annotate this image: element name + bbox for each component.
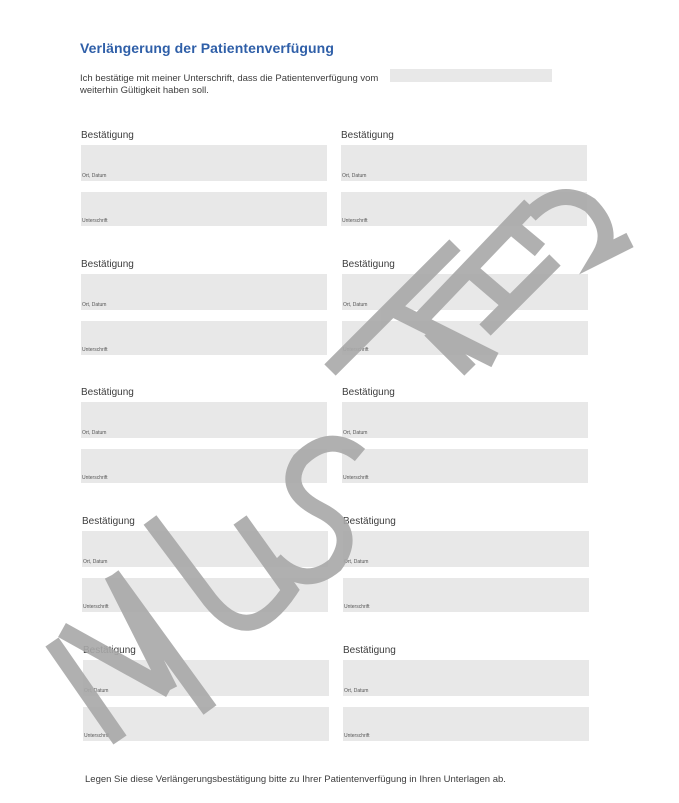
confirmation-label: Bestätigung xyxy=(342,387,395,398)
signature-field[interactable] xyxy=(341,192,587,226)
signature-field[interactable] xyxy=(81,449,327,483)
signature-label: Unterschrift xyxy=(344,733,370,739)
signature-label: Unterschrift xyxy=(344,604,370,610)
place-date-field[interactable] xyxy=(342,402,588,438)
confirmation-label: Bestätigung xyxy=(83,645,136,656)
signature-label: Unterschrift xyxy=(343,347,369,353)
place-date-field[interactable] xyxy=(82,531,328,567)
confirmation-label: Bestätigung xyxy=(343,645,396,656)
place-date-label: Ort, Datum xyxy=(344,688,369,694)
signature-field[interactable] xyxy=(82,578,328,612)
place-date-label: Ort, Datum xyxy=(342,173,367,179)
signature-field[interactable] xyxy=(81,192,327,226)
place-date-label: Ort, Datum xyxy=(344,559,369,565)
signature-field[interactable] xyxy=(83,707,329,741)
signature-label: Unterschrift xyxy=(342,218,368,224)
signature-label: Unterschrift xyxy=(82,475,108,481)
signature-label: Unterschrift xyxy=(82,347,108,353)
place-date-label: Ort, Datum xyxy=(82,430,107,436)
confirmation-label: Bestätigung xyxy=(343,516,396,527)
place-date-label: Ort, Datum xyxy=(83,559,108,565)
signature-field[interactable] xyxy=(81,321,327,355)
place-date-field[interactable] xyxy=(341,145,587,181)
intro-text: Ich bestätige mit meiner Unterschrift, dass die Patientenverfügung vom weiterhin Gültigkeit haben soll. xyxy=(80,73,379,96)
signature-field[interactable] xyxy=(342,449,588,483)
confirmation-label: Bestätigung xyxy=(342,259,395,270)
signature-label: Unterschrift xyxy=(83,604,109,610)
place-date-field[interactable] xyxy=(342,274,588,310)
signature-label: Unterschrift xyxy=(343,475,369,481)
confirmation-label: Bestätigung xyxy=(81,387,134,398)
place-date-field[interactable] xyxy=(81,145,327,181)
signature-field[interactable] xyxy=(343,707,589,741)
place-date-field[interactable] xyxy=(343,531,589,567)
confirmation-label: Bestätigung xyxy=(81,259,134,270)
confirmation-label: Bestätigung xyxy=(341,130,394,141)
confirmation-label: Bestätigung xyxy=(81,130,134,141)
place-date-field[interactable] xyxy=(83,660,329,696)
signature-label: Unterschrift xyxy=(82,218,108,224)
footer-note: Legen Sie diese Verlängerungsbestätigung bitte zu Ihrer Patientenverfügung in Ihren Unterlagen ab. xyxy=(85,774,506,785)
signature-label: Unterschrift xyxy=(84,733,110,739)
place-date-label: Ort, Datum xyxy=(82,302,107,308)
confirmation-label: Bestätigung xyxy=(82,516,135,527)
place-date-label: Ort, Datum xyxy=(343,302,368,308)
place-date-label: Ort, Datum xyxy=(82,173,107,179)
intro-date-field[interactable] xyxy=(390,69,552,82)
place-date-field[interactable] xyxy=(81,274,327,310)
place-date-field[interactable] xyxy=(343,660,589,696)
place-date-field[interactable] xyxy=(81,402,327,438)
place-date-label: Ort, Datum xyxy=(343,430,368,436)
place-date-label: Ort, Datum xyxy=(84,688,109,694)
signature-field[interactable] xyxy=(342,321,588,355)
signature-field[interactable] xyxy=(343,578,589,612)
page-title: Verlängerung der Patientenverfügung xyxy=(80,40,334,56)
